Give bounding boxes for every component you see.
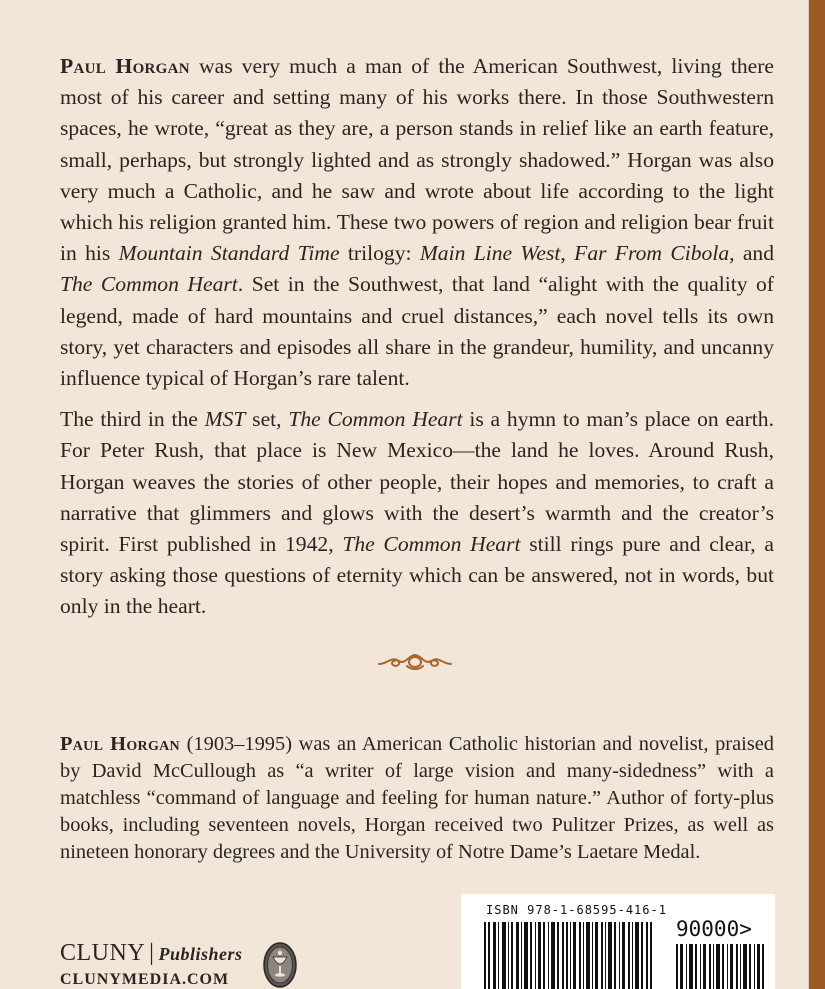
author-bio xyxy=(60,731,774,866)
publisher-url: CLUNYMEDIA.COM xyxy=(60,971,230,988)
book-title-1: Main Line West xyxy=(419,241,561,266)
book-title-common-heart: The Common Heart xyxy=(288,407,463,432)
bio-author-name: Paul Horgan xyxy=(60,733,180,755)
book-title-2: Far From Cibola xyxy=(574,241,730,266)
ean-barcode-icon xyxy=(484,922,654,989)
book-title-3: The Common Heart xyxy=(60,272,238,297)
blurb-paragraph-1: Paul Horgan was very much a man of the American Southwest, living there most of his career and setting many of his works there. In those Southwestern spaces, he wrote, “great as they are, a person stands in relief like an earth feature, small, perhaps, but strongly lighted and as strongly shadowed.” Horgan was also very much a Catholic, and he saw and wrote about life according to the light which his religion granted him. These two powers of region and religion bear fruit in his Mountain Standard Time trilogy: Main Line West, Far From Cibola, and The Common Heart. Set in the Southwest, that land “alight with the quality of legend, made of hard mountains and cruel distances,” each novel tells its own story, yet characters and episodes all share in the grandeur, humility, and uncanny influence typical of Horgan’s rare talent. xyxy=(60,54,775,391)
publisher-label: Publishers xyxy=(158,944,243,964)
flourish-ornament-icon xyxy=(377,651,453,673)
trilogy-title: Mountain Standard Time xyxy=(118,241,340,266)
chalice-seal-icon xyxy=(262,941,298,989)
mst-abbrev: MST xyxy=(204,407,246,432)
book-spine xyxy=(809,0,825,989)
bio-text: (1903–1995) was an American Catholic historian and novelist, praised by David McCullough as “a writer of large vision and many-sidedness” with a matchless “command of language and feeling for human nature.” Author of forty-plus books, including seventeen novels, Horgan received two Pulitzer Prizes, as well as nineteen honorary degrees and the University of Notre Dame’s Laetare Medal. xyxy=(60,733,774,863)
price-barcode-icon xyxy=(676,944,766,989)
isbn-number: ISBN 978-1-68595-416-1 xyxy=(486,903,667,917)
publisher-separator: | xyxy=(149,940,155,966)
price-code: 90000> xyxy=(676,917,752,941)
author-name: Paul Horgan xyxy=(60,54,190,78)
book-blurb xyxy=(60,51,774,633)
book-title-common-heart-2: The Common Heart xyxy=(342,532,521,557)
publisher-name: CLUNY xyxy=(60,940,146,966)
blurb-paragraph-2: The third in the MST set, The Common Heart is a hymn to man’s place on earth. For Peter Rush, that place is New Mexico—the land he loves. Around Rush, Horgan weaves the stories of other people, their hopes and memories, to craft a narrative that glimmers and glows with the desert’s warmth and the creator’s spirit. First published in 1942, The Common Heart still rings pure and clear, a story asking those questions of eternity which can be answered, not in words, but only in the heart. xyxy=(60,407,774,619)
publisher-line xyxy=(60,940,243,967)
